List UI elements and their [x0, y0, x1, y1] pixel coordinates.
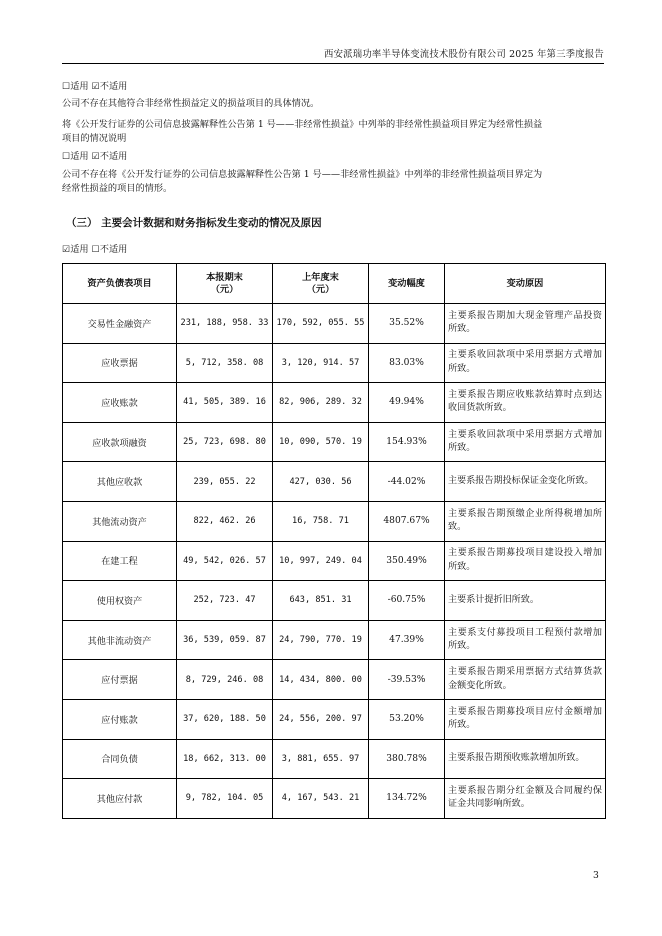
header-reason: 变动原因: [445, 264, 606, 304]
cell-change-rate: 154.93%: [369, 422, 445, 462]
table-row: [63, 699, 606, 739]
cell-current-amount: 8, 729, 246. 08: [177, 660, 273, 700]
cell-item: 在建工程: [63, 541, 177, 581]
cell-prior-amount: 427, 030. 56: [273, 462, 369, 502]
table-row: [63, 541, 606, 581]
cell-current-amount: 36, 539, 059. 87: [177, 620, 273, 660]
cell-change-rate: 53.20%: [369, 699, 445, 739]
table-row: [63, 779, 606, 819]
paragraph-3: 公司不存在将《公开发行证券的公司信息披露解释性公告第 1 号——非经常性损益》中列举的非经常性损益项目界定为 经常性损益的项目的情形。: [62, 169, 543, 194]
section-heading: （三） 主要会计数据和财务指标发生变动的情况及原因: [66, 217, 322, 229]
cell-reason: 主要系收回款项中采用票据方式增加所致。: [445, 422, 606, 462]
page-header: [62, 46, 604, 64]
cell-item: 交易性金融资产: [63, 304, 177, 344]
cell-current-amount: 822, 462. 26: [177, 501, 273, 541]
cell-item: 其他应收款: [63, 462, 177, 502]
cell-reason: 主要系报告期募投项目应付金额增加所致。: [445, 699, 606, 739]
cell-change-rate: 49.94%: [369, 383, 445, 423]
cell-current-amount: 239, 055. 22: [177, 462, 273, 502]
cell-current-amount: 25, 723, 698. 80: [177, 422, 273, 462]
cell-reason: 主要系报告期加大现金管理产品投资所致。: [445, 304, 606, 344]
cell-prior-amount: 24, 556, 200. 97: [273, 699, 369, 739]
cell-current-amount: 252, 723. 47: [177, 581, 273, 621]
cell-item: 其他非流动资产: [63, 620, 177, 660]
table-row: [63, 739, 606, 779]
cell-prior-amount: 16, 758. 71: [273, 501, 369, 541]
cell-current-amount: 9, 782, 104. 05: [177, 779, 273, 819]
cell-change-rate: 350.49%: [369, 541, 445, 581]
cell-change-rate: 35.52%: [369, 304, 445, 344]
cell-reason: 主要系报告期募投项目建设投入增加所致。: [445, 541, 606, 581]
table-header-row: [63, 264, 606, 304]
cell-change-rate: 47.39%: [369, 620, 445, 660]
cell-prior-amount: 4, 167, 543. 21: [273, 779, 369, 819]
table-row: [63, 383, 606, 423]
cell-reason: 主要系报告期预收账款增加所致。: [445, 739, 606, 779]
header-change: 变动幅度: [369, 264, 445, 304]
cell-item: 应付票据: [63, 660, 177, 700]
table-row: [63, 581, 606, 621]
balance-sheet-changes-table: [62, 263, 606, 819]
option-line-2: ☐适用 ☑不适用: [62, 151, 128, 162]
cell-reason: 主要系支付募投项目工程预付款增加所致。: [445, 620, 606, 660]
cell-item: 其他流动资产: [63, 501, 177, 541]
cell-change-rate: -39.53%: [369, 660, 445, 700]
cell-current-amount: 231, 188, 958. 33: [177, 304, 273, 344]
option-line-3: ☑适用 ☐不适用: [62, 244, 128, 255]
header-item: 资产负债表项目: [63, 264, 177, 304]
cell-item: 使用权资产: [63, 581, 177, 621]
table-row: [63, 501, 606, 541]
cell-item: 应收账款: [63, 383, 177, 423]
cell-prior-amount: 3, 120, 914. 57: [273, 343, 369, 383]
cell-prior-amount: 14, 434, 800. 00: [273, 660, 369, 700]
table-row: [63, 422, 606, 462]
cell-change-rate: 83.03%: [369, 343, 445, 383]
cell-prior-amount: 10, 997, 249. 04: [273, 541, 369, 581]
cell-prior-amount: 24, 790, 770. 19: [273, 620, 369, 660]
header-title: 西安派瑞功率半导体变流技术股份有限公司 2025 年第三季度报告: [324, 49, 604, 60]
cell-current-amount: 18, 662, 313. 00: [177, 739, 273, 779]
cell-reason: 主要系报告期采用票据方式结算货款金额变化所致。: [445, 660, 606, 700]
header-current: 本报期末 （元）: [177, 264, 273, 304]
cell-change-rate: 380.78%: [369, 739, 445, 779]
cell-change-rate: -60.75%: [369, 581, 445, 621]
cell-current-amount: 5, 712, 358. 08: [177, 343, 273, 383]
option-line-1: ☐适用 ☑不适用: [62, 81, 128, 92]
cell-item: 其他应付款: [63, 779, 177, 819]
cell-reason: 主要系报告期分红金额及合同履约保证金共同影响所致。: [445, 779, 606, 819]
cell-prior-amount: 3, 881, 655. 97: [273, 739, 369, 779]
cell-change-rate: 134.72%: [369, 779, 445, 819]
paragraph-2: 将《公开发行证券的公司信息披露解释性公告第 1 号——非经常性损益》中列举的非经常性损益项目界定为经常性损益 项目的情况说明: [62, 119, 543, 144]
cell-reason: 主要系报告期应收账款结算时点到达收回货款所致。: [445, 383, 606, 423]
page-number: 3: [593, 870, 599, 881]
table-row: [63, 304, 606, 344]
table-row: [63, 343, 606, 383]
cell-reason: 主要系报告期预缴企业所得税增加所致。: [445, 501, 606, 541]
cell-item: 应收票据: [63, 343, 177, 383]
cell-prior-amount: 10, 090, 570. 19: [273, 422, 369, 462]
paragraph-1: 公司不存在其他符合非经常性损益定义的损益项目的具体情况。: [62, 98, 320, 109]
cell-reason: 主要系报告期投标保证金变化所致。: [445, 462, 606, 502]
cell-prior-amount: 82, 906, 289. 32: [273, 383, 369, 423]
table-row: [63, 620, 606, 660]
cell-current-amount: 41, 505, 389. 16: [177, 383, 273, 423]
cell-reason: 主要系收回款项中采用票据方式增加所致。: [445, 343, 606, 383]
cell-change-rate: -44.02%: [369, 462, 445, 502]
cell-item: 应收款项融资: [63, 422, 177, 462]
cell-current-amount: 49, 542, 026. 57: [177, 541, 273, 581]
cell-reason: 主要系计提折旧所致。: [445, 581, 606, 621]
cell-prior-amount: 643, 851. 31: [273, 581, 369, 621]
cell-item: 合同负债: [63, 739, 177, 779]
header-prior: 上年度末 （元）: [273, 264, 369, 304]
cell-change-rate: 4807.67%: [369, 501, 445, 541]
table-row: [63, 462, 606, 502]
cell-item: 应付账款: [63, 699, 177, 739]
cell-prior-amount: 170, 592, 055. 55: [273, 304, 369, 344]
cell-current-amount: 37, 620, 188. 50: [177, 699, 273, 739]
table-row: [63, 660, 606, 700]
